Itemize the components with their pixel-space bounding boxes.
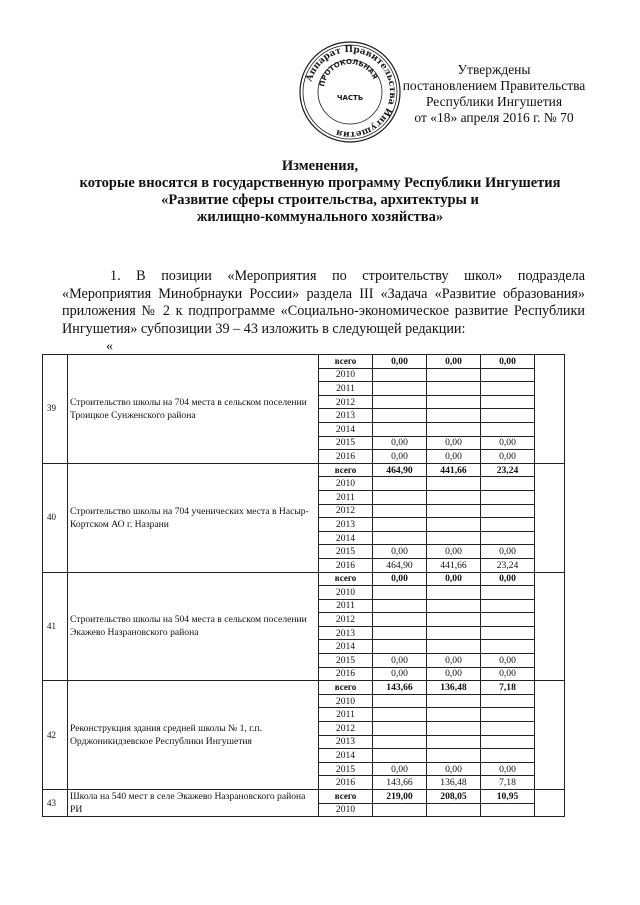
table-row bbox=[43, 681, 565, 695]
value-cell bbox=[427, 490, 481, 504]
approval-line-3: Республики Ингушетия bbox=[425, 94, 563, 109]
item-name: Школа на 540 мест в селе Экажево Назрановского района РИ bbox=[68, 790, 319, 817]
value-cell: 0,00 bbox=[427, 762, 481, 776]
value-cell: 0,00 bbox=[481, 436, 535, 450]
value-cell: 7,18 bbox=[481, 681, 535, 695]
value-cell: 143,66 bbox=[373, 681, 427, 695]
value-cell: 0,00 bbox=[427, 450, 481, 464]
approval-line-2: постановлением Правительства bbox=[402, 78, 586, 93]
document-title bbox=[40, 158, 600, 226]
year-cell: 2014 bbox=[319, 640, 373, 654]
value-cell: 464,90 bbox=[373, 558, 427, 572]
value-cell bbox=[427, 409, 481, 423]
value-cell: 0,00 bbox=[427, 436, 481, 450]
year-cell: 2015 bbox=[319, 436, 373, 450]
value-cell bbox=[481, 722, 535, 736]
year-cell: 2015 bbox=[319, 762, 373, 776]
year-cell: 2016 bbox=[319, 667, 373, 681]
table-row bbox=[43, 463, 565, 477]
year-cell: 2013 bbox=[319, 409, 373, 423]
value-cell bbox=[373, 395, 427, 409]
year-cell: 2013 bbox=[319, 518, 373, 532]
value-cell bbox=[373, 477, 427, 491]
value-cell: 0,00 bbox=[481, 572, 535, 586]
title-line-4: жилищно-коммунального хозяйства» bbox=[196, 209, 444, 225]
year-cell: всего bbox=[319, 572, 373, 586]
stamp-outer-text: Аппарат Правительства Ингушетия bbox=[304, 44, 398, 140]
stamp-inner-text: ПРОТОКОЛЬНАЯ bbox=[318, 57, 380, 88]
value-cell: 0,00 bbox=[427, 654, 481, 668]
value-cell bbox=[481, 422, 535, 436]
year-cell: 2014 bbox=[319, 531, 373, 545]
year-cell: 2011 bbox=[319, 490, 373, 504]
value-cell: 23,24 bbox=[481, 463, 535, 477]
value-cell bbox=[373, 382, 427, 396]
item-name: Реконструкция здания средней школы № 1, г.п. Орджоникидзевское Республики Ингушетия bbox=[68, 681, 319, 790]
empty-column bbox=[535, 572, 565, 681]
year-cell: 2010 bbox=[319, 368, 373, 382]
year-cell: 2014 bbox=[319, 422, 373, 436]
item-number: 39 bbox=[43, 355, 68, 464]
value-cell bbox=[373, 735, 427, 749]
amendment-paragraph bbox=[62, 268, 585, 338]
value-cell bbox=[427, 531, 481, 545]
value-cell bbox=[427, 613, 481, 627]
title-line-2: которые вносятся в государственную программу Республики Ингушетия bbox=[79, 175, 561, 191]
opening-quote: « bbox=[106, 339, 113, 354]
approval-line-1: Утверждены bbox=[457, 62, 531, 77]
value-cell bbox=[481, 599, 535, 613]
value-cell bbox=[481, 735, 535, 749]
value-cell: 7,18 bbox=[481, 776, 535, 790]
value-cell bbox=[481, 504, 535, 518]
value-cell: 0,00 bbox=[481, 762, 535, 776]
value-cell bbox=[373, 409, 427, 423]
value-cell: 0,00 bbox=[373, 436, 427, 450]
value-cell bbox=[481, 586, 535, 600]
value-cell: 0,00 bbox=[427, 667, 481, 681]
value-cell: 10,95 bbox=[481, 790, 535, 804]
value-cell bbox=[481, 477, 535, 491]
value-cell: 143,66 bbox=[373, 776, 427, 790]
year-cell: 2016 bbox=[319, 450, 373, 464]
value-cell: 0,00 bbox=[427, 572, 481, 586]
approval-block bbox=[384, 62, 604, 126]
value-cell: 0,00 bbox=[373, 572, 427, 586]
value-cell bbox=[373, 722, 427, 736]
value-cell bbox=[373, 518, 427, 532]
year-cell: 2012 bbox=[319, 504, 373, 518]
value-cell: 0,00 bbox=[481, 355, 535, 369]
value-cell bbox=[373, 803, 427, 817]
empty-column bbox=[535, 355, 565, 464]
year-cell: 2012 bbox=[319, 722, 373, 736]
item-name: Строительство школы на 504 места в сельском поселении Экажево Назрановского района bbox=[68, 572, 319, 681]
year-cell: 2010 bbox=[319, 586, 373, 600]
year-cell: 2013 bbox=[319, 626, 373, 640]
value-cell bbox=[427, 640, 481, 654]
year-cell: всего bbox=[319, 681, 373, 695]
value-cell bbox=[373, 749, 427, 763]
value-cell bbox=[427, 518, 481, 532]
value-cell bbox=[427, 626, 481, 640]
value-cell: 23,24 bbox=[481, 558, 535, 572]
value-cell: 0,00 bbox=[481, 667, 535, 681]
value-cell bbox=[481, 382, 535, 396]
value-cell: 0,00 bbox=[373, 667, 427, 681]
value-cell: 136,48 bbox=[427, 681, 481, 695]
value-cell bbox=[373, 490, 427, 504]
value-cell bbox=[427, 395, 481, 409]
title-line-1: Изменения, bbox=[281, 158, 359, 174]
empty-column bbox=[535, 463, 565, 572]
value-cell bbox=[373, 694, 427, 708]
item-number: 43 bbox=[43, 790, 68, 817]
value-cell: 0,00 bbox=[373, 545, 427, 559]
value-cell: 0,00 bbox=[427, 545, 481, 559]
value-cell bbox=[427, 708, 481, 722]
empty-column bbox=[535, 681, 565, 790]
value-cell: 0,00 bbox=[373, 355, 427, 369]
year-cell: 2010 bbox=[319, 477, 373, 491]
value-cell bbox=[481, 395, 535, 409]
year-cell: 2010 bbox=[319, 694, 373, 708]
value-cell bbox=[427, 599, 481, 613]
value-cell: 0,00 bbox=[427, 355, 481, 369]
value-cell bbox=[373, 504, 427, 518]
empty-column bbox=[535, 790, 565, 817]
year-cell: 2016 bbox=[319, 776, 373, 790]
value-cell bbox=[373, 613, 427, 627]
year-cell: 2016 bbox=[319, 558, 373, 572]
value-cell bbox=[427, 694, 481, 708]
year-cell: 2015 bbox=[319, 654, 373, 668]
item-number: 42 bbox=[43, 681, 68, 790]
value-cell bbox=[427, 722, 481, 736]
table-row bbox=[43, 790, 565, 804]
stamp-center-text: ЧАСТЬ bbox=[336, 94, 364, 102]
value-cell bbox=[427, 382, 481, 396]
table-row bbox=[43, 355, 565, 369]
value-cell bbox=[373, 368, 427, 382]
value-cell bbox=[481, 640, 535, 654]
year-cell: 2012 bbox=[319, 613, 373, 627]
title-line-3: «Развитие сферы строительства, архитектуры и bbox=[161, 192, 479, 208]
value-cell bbox=[373, 599, 427, 613]
value-cell bbox=[427, 477, 481, 491]
value-cell: 0,00 bbox=[481, 545, 535, 559]
value-cell bbox=[373, 422, 427, 436]
value-cell bbox=[427, 368, 481, 382]
value-cell: 441,66 bbox=[427, 463, 481, 477]
value-cell bbox=[481, 803, 535, 817]
paragraph-text: 1. В позиции «Мероприятия по строительству школ» подраздела «Мероприятия Минобрнауки России» раздела III «Задача «Развитие образования» приложения № 2 к подпрограмме «Социально-экономическое развитие Республики Ингушетия» субпозиции 39 – 43 изложить в следующей редакции: bbox=[62, 268, 585, 337]
value-cell bbox=[481, 708, 535, 722]
year-cell: 2014 bbox=[319, 749, 373, 763]
item-name: Строительство школы на 704 места в сельском поселении Троицкое Сунженского района bbox=[68, 355, 319, 464]
year-cell: 2011 bbox=[319, 708, 373, 722]
year-cell: 2012 bbox=[319, 395, 373, 409]
measures-table bbox=[42, 354, 565, 817]
value-cell: 0,00 bbox=[373, 762, 427, 776]
value-cell: 0,00 bbox=[481, 450, 535, 464]
value-cell bbox=[373, 708, 427, 722]
value-cell: 0,00 bbox=[373, 654, 427, 668]
value-cell bbox=[373, 586, 427, 600]
value-cell: 441,66 bbox=[427, 558, 481, 572]
value-cell bbox=[427, 803, 481, 817]
value-cell bbox=[373, 531, 427, 545]
value-cell bbox=[481, 409, 535, 423]
value-cell bbox=[481, 368, 535, 382]
year-cell: 2010 bbox=[319, 803, 373, 817]
value-cell bbox=[373, 640, 427, 654]
value-cell: 0,00 bbox=[481, 654, 535, 668]
value-cell bbox=[427, 422, 481, 436]
value-cell: 0,00 bbox=[373, 450, 427, 464]
value-cell bbox=[481, 694, 535, 708]
year-cell: всего bbox=[319, 463, 373, 477]
value-cell bbox=[373, 626, 427, 640]
year-cell: всего bbox=[319, 790, 373, 804]
value-cell bbox=[427, 735, 481, 749]
year-cell: всего bbox=[319, 355, 373, 369]
value-cell: 136,48 bbox=[427, 776, 481, 790]
year-cell: 2011 bbox=[319, 382, 373, 396]
approval-line-4: от «18» апреля 2016 г. № 70 bbox=[414, 110, 574, 125]
value-cell bbox=[481, 626, 535, 640]
value-cell: 464,90 bbox=[373, 463, 427, 477]
value-cell bbox=[481, 518, 535, 532]
year-cell: 2013 bbox=[319, 735, 373, 749]
year-cell: 2015 bbox=[319, 545, 373, 559]
value-cell: 219,00 bbox=[373, 790, 427, 804]
value-cell bbox=[481, 613, 535, 627]
value-cell bbox=[481, 490, 535, 504]
year-cell: 2011 bbox=[319, 599, 373, 613]
value-cell bbox=[481, 531, 535, 545]
value-cell bbox=[427, 749, 481, 763]
item-number: 41 bbox=[43, 572, 68, 681]
value-cell bbox=[481, 749, 535, 763]
value-cell bbox=[427, 586, 481, 600]
value-cell: 208,05 bbox=[427, 790, 481, 804]
table-row bbox=[43, 572, 565, 586]
item-name: Строительство школы на 704 ученических места в Насыр-Кортском АО г. Назрани bbox=[68, 463, 319, 572]
value-cell bbox=[427, 504, 481, 518]
item-number: 40 bbox=[43, 463, 68, 572]
